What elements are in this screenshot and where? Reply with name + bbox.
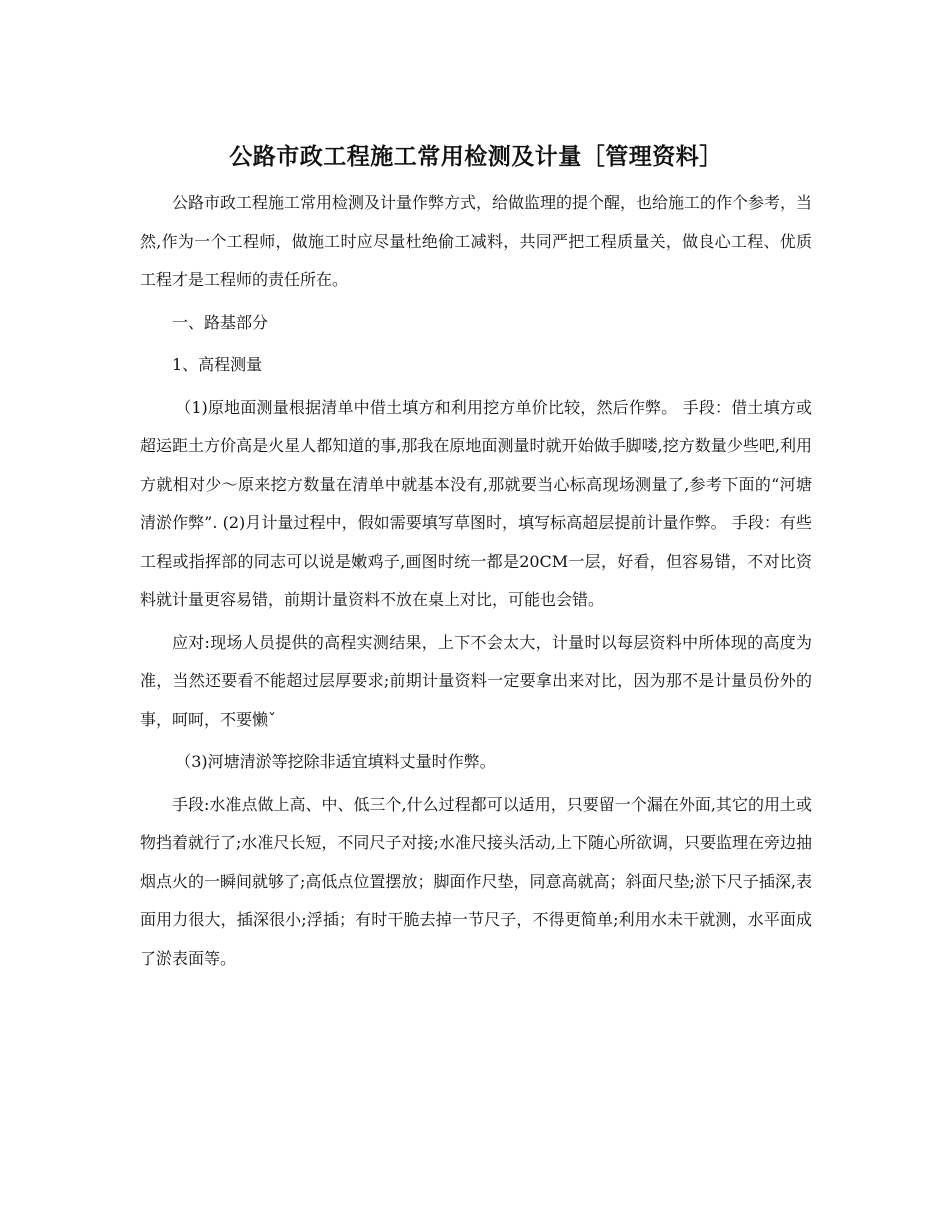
- subsection-heading-elevation: 1、高程测量: [172, 355, 263, 374]
- section-heading-roadbed: 一、路基部分: [172, 312, 269, 332]
- paragraph-pond-dredging: （3)河塘清淤等挖除非适宜填料丈量时作弊。: [175, 752, 496, 771]
- paragraph-methods: 手段:水准点做上高、中、低三个,什么过程都可以适用，只要留一个漏在外面,其它的用土或物挡着就行了;水准尺长短，不同尺子对接;水准尺接头活动,上下随心所欲调，只要监理在旁边抽烟点火的一瞬间就够了;高低点位置摆放；脚面作尺垫，同意高就高；斜面尺垫;淤下尺子插深,表面用力很大，插深很小;浮插；有时干脆去掉一节尺子，不得更简单;利用水未干就测，水平面成了淤表面等。: [140, 794, 812, 968]
- document-title: 公路市政工程施工常用检测及计量［管理资料］: [229, 143, 723, 170]
- intro-paragraph: 公路市政工程施工常用检测及计量作弊方式，给做监理的提个醒，也给施工的作个参考，当然,作为一个工程师，做施工时应尽量杜绝偷工减料，共同严把工程质量关，做良心工程、优质工程才是工程师的责任所在。: [140, 193, 813, 289]
- paragraph-ground-survey: （1)原地面测量根据清单中借土填方和利用挖方单价比较，然后作弊。 手段：借土填方或超运距土方价高是火星人都知道的事,那我在原地面测量时就开始做手脚喽,挖方数量少些吧,利用方就相对少～原来挖方数量在清单中就基本没有,那就要当心标高现场测量了,参考下面的“河塘清淤作弊”. (2)月计量过程中，假如需要填写草图时，填写标高超层提前计量作弊。 手段：有些工程或指挥部的同志可以说是嫩鸡子,画图时统一都是20CM一层，好看，但容易错，不对比资料就计量更容易错，前期计量资料不放在桌上对比，可能也会错。: [140, 397, 812, 609]
- document-body: [140, 142, 812, 978]
- paragraph-countermeasure: 应对:现场人员提供的高程实测结果，上下不会太大，计量时以每层资料中所体现的高度为准，当然还要看不能超过层厚要求;前期计量资料一定要拿出来对比，因为那不是计量员份外的事，呵呵，不要懒ˇ: [140, 632, 812, 729]
